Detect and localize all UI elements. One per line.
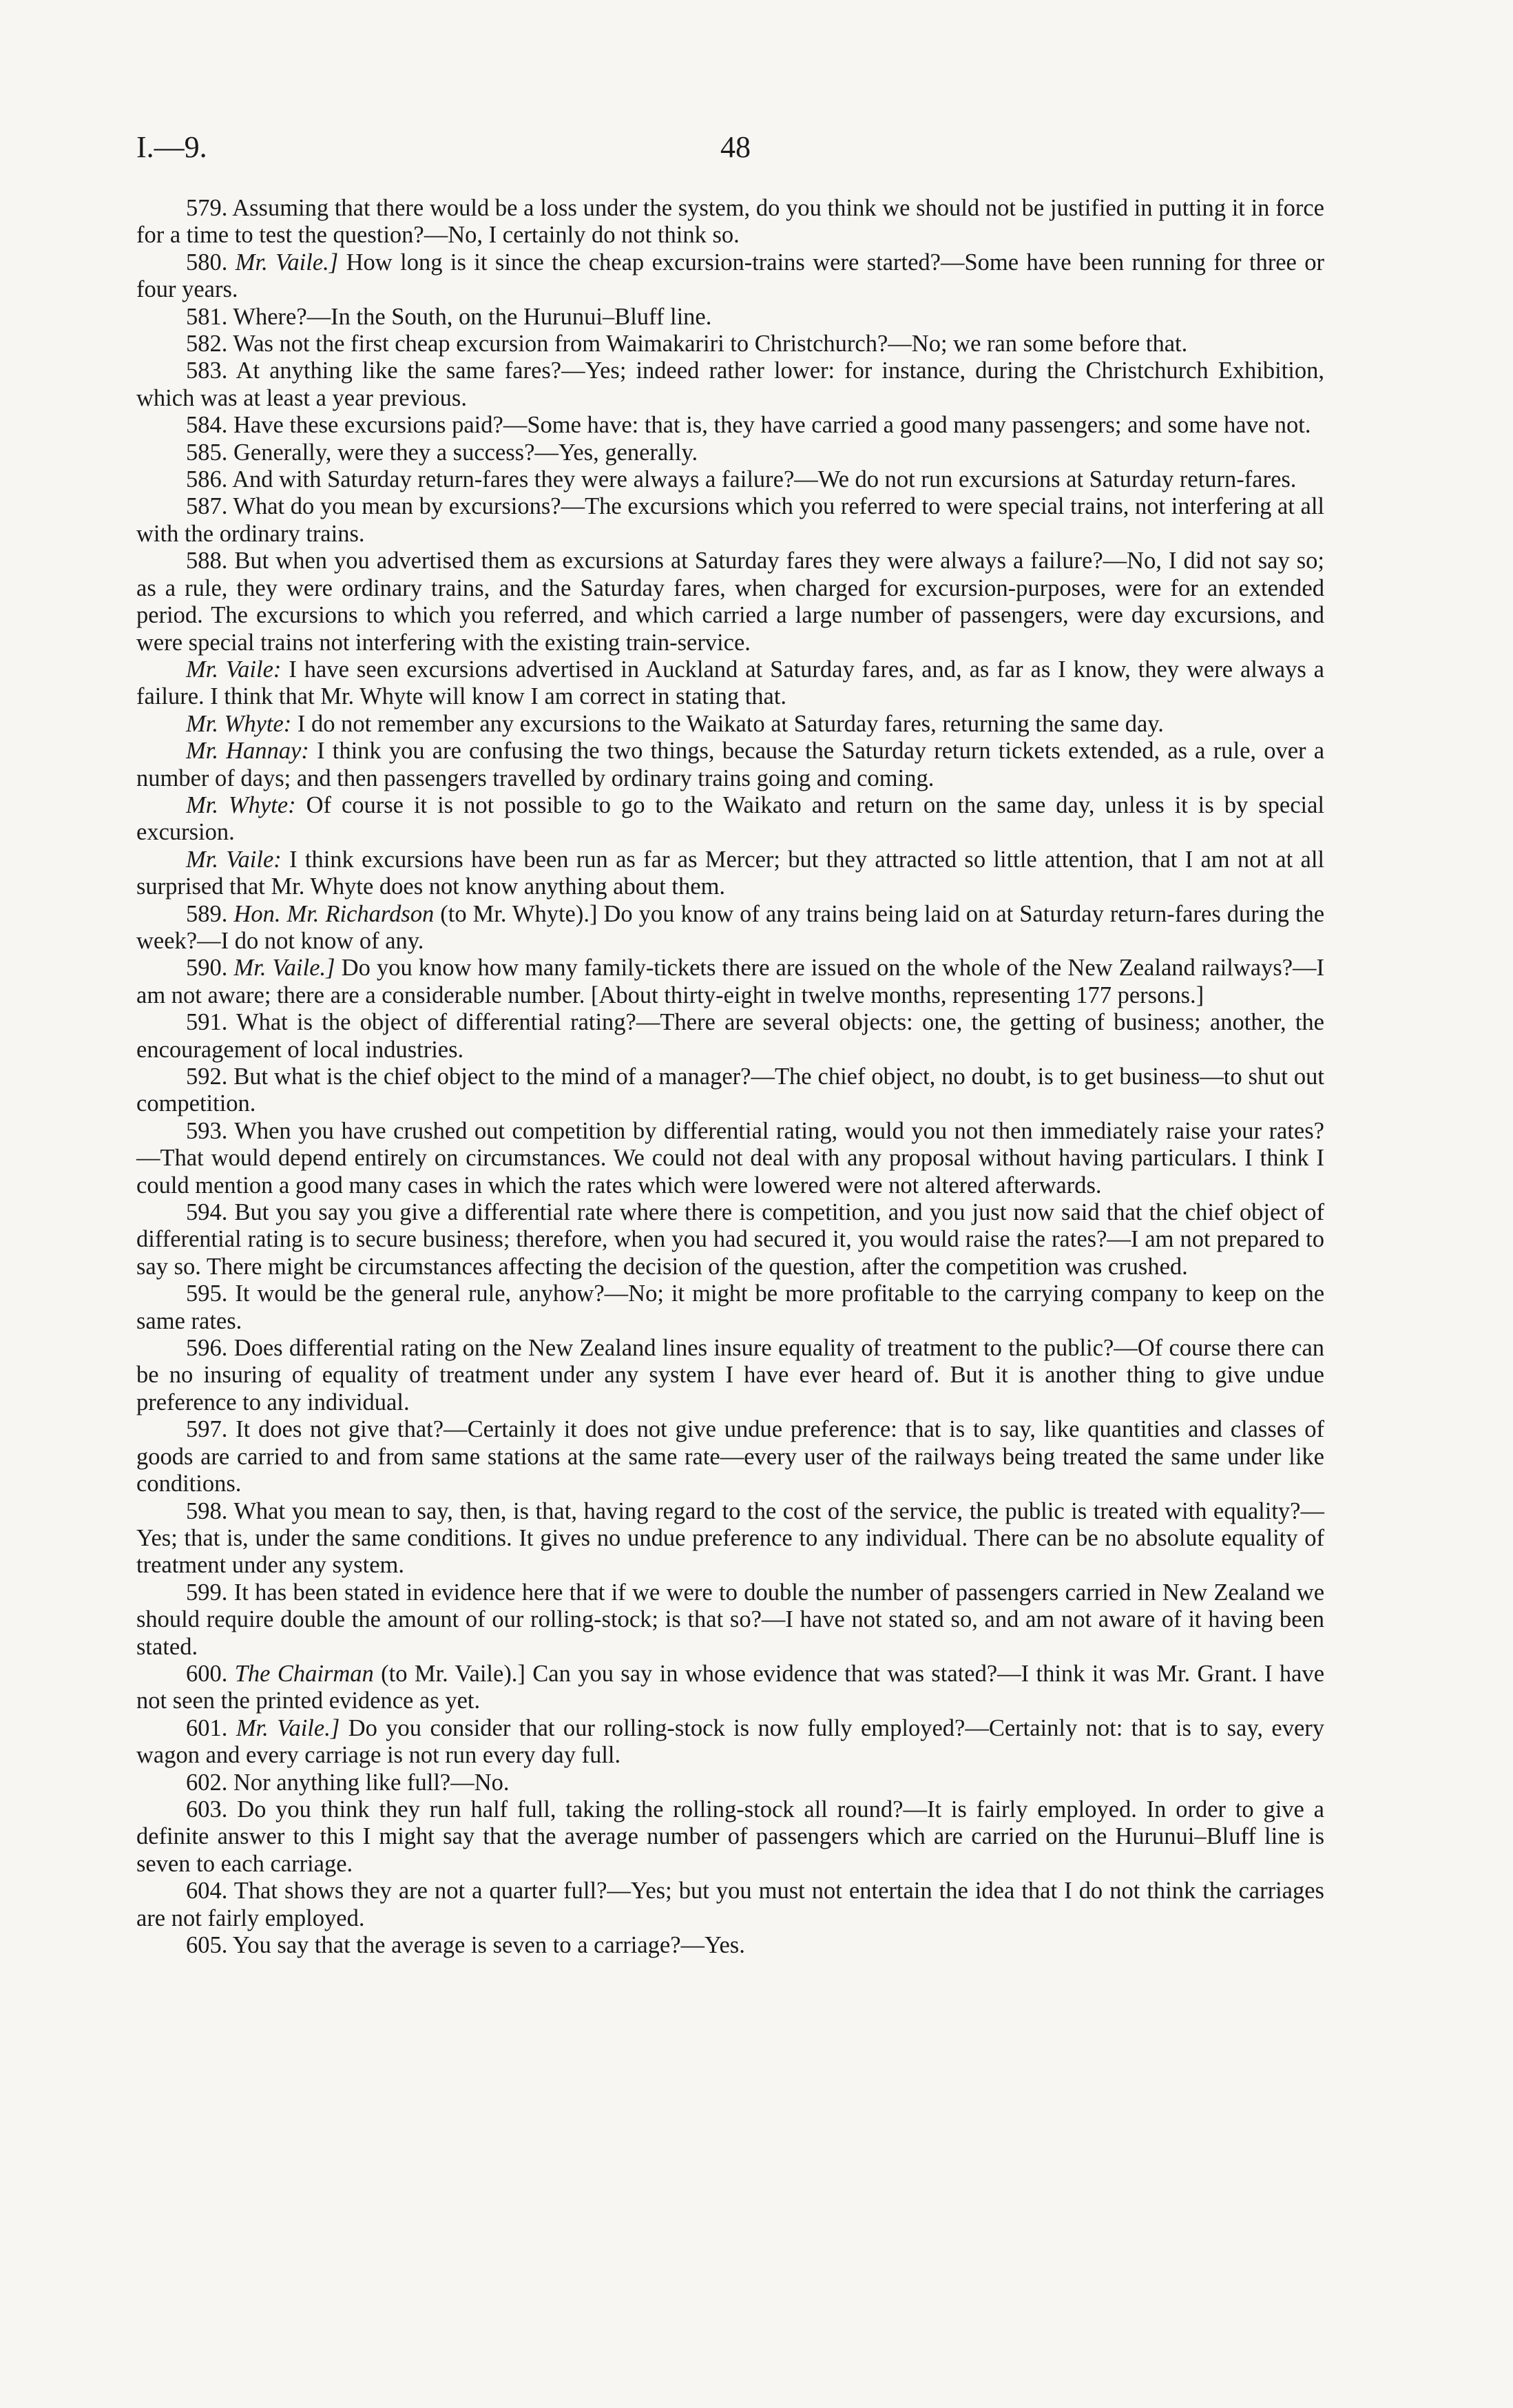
paragraph-text: At anything like the same fares?—Yes; indeed rather lower: for instance, during the Christchurch Exhibition, which was at least a year previous. <box>136 357 1324 411</box>
question-paragraph <box>136 1579 1324 1661</box>
question-paragraph <box>136 1796 1324 1878</box>
paragraph-text: What is the object of differential rating?—There are several objects: one, the getting of business; another, the encouragement of local industries. <box>136 1009 1324 1063</box>
question-paragraph <box>136 357 1324 412</box>
paragraph-text: I think excursions have been run as far as Mercer; but they attracted so little attention, that I am not at all surprised that Mr. Whyte does not know anything about them. <box>136 846 1324 900</box>
question-number: 602. <box>186 1769 228 1796</box>
paragraph-text: I think you are confusing the two things, because the Saturday return tickets extended, as a rule, over a number of days; and then passengers travelled by ordinary trains going and coming. <box>136 738 1325 791</box>
question-paragraph <box>136 249 1324 304</box>
paragraph-text: Have these excursions paid?—Some have: that is, they have carried a good many passengers; and some have not. <box>233 412 1311 439</box>
question-number: 582. <box>186 331 228 357</box>
question-number: 590. <box>186 955 228 982</box>
speaker-name: Mr. Vaile.] <box>236 1714 340 1741</box>
paragraph-text: It does not give that?—Certainly it does not give undue preference: that is to say, like quantities and classes of goods are carried to and from same stations at the same rate—every user of the railways being treated the same under like conditions. <box>136 1416 1325 1497</box>
speaker-name: Hon. Mr. Richardson <box>233 900 435 927</box>
question-number: 594. <box>186 1199 228 1226</box>
question-number: 605. <box>186 1932 228 1958</box>
paragraph-text: I do not remember any excursions to the Waikato at Saturday fares, returning the same day. <box>297 710 1164 737</box>
question-paragraph <box>136 195 1324 249</box>
question-number: 586. <box>186 466 228 493</box>
question-paragraph <box>136 466 1324 493</box>
question-number: 587. <box>186 493 228 520</box>
question-number: 591. <box>186 1009 228 1036</box>
question-paragraph <box>136 901 1324 955</box>
evidence-body <box>136 195 1324 1959</box>
paragraph-text: Do you know of any trains being laid on at Saturday return-fares during the week?—I do not know of any. <box>136 900 1325 954</box>
paragraph-text: It has been stated in evidence here that if we were to double the number of passengers carried in New Zealand we should require double the amount of our rolling-stock; is that so?—I have not stated so, and am not aware of it having been stated. <box>136 1579 1325 1660</box>
question-paragraph <box>136 1118 1324 1199</box>
question-number: 581. <box>186 303 228 330</box>
paragraph-text: How long is it since the cheap excursion-trains were started?—Some have been running for three or four years. <box>136 249 1325 303</box>
question-number: 580. <box>186 249 228 276</box>
speaker-name: Mr. Vaile.] <box>235 249 339 276</box>
speaker-name: Mr. Vaile.] <box>233 955 335 982</box>
question-paragraph <box>136 439 1324 466</box>
speaker-name: Mr. Whyte: <box>186 710 292 737</box>
page-number: 48 <box>720 130 751 164</box>
paragraph-text: Do you think they run half full, taking the rolling-stock all round?—It is fairly employed. In order to give a definite answer to this I might say that the average number of passengers which are carried on the Hurunui–Bluff line is seven to each carriage. <box>136 1796 1324 1877</box>
question-paragraph <box>136 1009 1324 1063</box>
question-paragraph <box>136 1878 1324 1932</box>
question-paragraph <box>136 1063 1324 1118</box>
question-number: 585. <box>186 439 228 466</box>
question-paragraph <box>136 1280 1324 1335</box>
question-number: 599. <box>186 1579 228 1606</box>
question-paragraph <box>136 738 1324 792</box>
question-paragraph <box>136 1769 1324 1796</box>
paragraph-text: That shows they are not a quarter full?—Yes; but you must not entertain the idea that I do not think the carriages are not fairly employed. <box>136 1878 1324 1931</box>
question-paragraph <box>136 656 1324 711</box>
paragraph-text: What you mean to say, then, is that, having regard to the cost of the service, the public is treated with equality?—Yes; that is, under the same conditions. It gives no undue preference to any individual. There can be no absolute equality of treatment under any system. <box>136 1497 1324 1579</box>
question-paragraph <box>136 331 1324 357</box>
question-paragraph <box>136 304 1324 331</box>
question-number: 579. <box>186 195 228 221</box>
paragraph-text: When you have crushed out competition by differential rating, would you not then immediately raise your rates?—That would depend entirely on circumstances. We could not deal with any proposal without having particulars. I think I could mention a good many cases in which the rates which were lowered were not altered afterwards. <box>136 1117 1324 1198</box>
document-reference: I.—9. <box>136 130 207 164</box>
speaker-aside: (to Mr. Vaile).] <box>381 1660 525 1687</box>
speaker-name: Mr. Hannay: <box>186 738 309 765</box>
paragraph-text: You say that the average is seven to a carriage?—Yes. <box>232 1932 745 1958</box>
question-paragraph <box>136 1335 1324 1416</box>
paragraph-text: Can you say in whose evidence that was stated?—I think it was Mr. Grant. I have not seen the printed evidence as yet. <box>136 1660 1325 1714</box>
speaker-name: Mr. Whyte: <box>186 791 296 818</box>
question-paragraph <box>136 792 1324 847</box>
speaker-aside: (to Mr. Whyte).] <box>440 900 598 927</box>
speaker-name: Mr. Vaile: <box>186 846 282 873</box>
question-number: 596. <box>186 1335 228 1362</box>
paragraph-text: But what is the chief object to the mind of a manager?—The chief object, no doubt, is to get business—to shut out competition. <box>136 1063 1325 1117</box>
question-paragraph <box>136 955 1324 1009</box>
paragraph-text: Nor anything like full?—No. <box>233 1769 510 1796</box>
paragraph-text: But when you advertised them as excursions at Saturday fares they were always a failure?—No, I did not say so; as a rule, they were ordinary trains, and the Saturday fares, when charged for excursion-purposes, were for an extended period. The excursions to which you referred, and which carried a large number of passengers, were day excursions, and were special trains not interfering with the existing train-service. <box>136 548 1324 656</box>
question-number: 588. <box>186 548 228 574</box>
question-paragraph <box>136 493 1324 548</box>
question-number: 603. <box>186 1796 228 1823</box>
question-number: 593. <box>186 1117 228 1144</box>
paragraph-text: What do you mean by excursions?—The excursions which you referred to were special trains, not interfering at all with the ordinary trains. <box>136 493 1324 547</box>
question-number: 592. <box>186 1063 228 1090</box>
question-number: 584. <box>186 412 228 439</box>
question-number: 589. <box>186 900 228 927</box>
paragraph-text: Where?—In the South, on the Hurunui–Bluff line. <box>233 303 712 330</box>
speaker-name: Mr. Vaile: <box>186 656 282 683</box>
paragraph-text: It would be the general rule, anyhow?—No; it might be more profitable to the carrying company to keep on the same rates. <box>136 1280 1325 1334</box>
paragraph-text: Does differential rating on the New Zealand lines insure equality of treatment to the public?—Of course there can be no insuring of equality of treatment under any system I have ever heard of. But it is another thing to give undue preference to any individual. <box>136 1335 1325 1415</box>
question-paragraph <box>136 548 1324 656</box>
question-paragraph <box>136 1932 1324 1959</box>
question-paragraph <box>136 711 1324 738</box>
speaker-name: The Chairman <box>234 1660 374 1687</box>
paragraph-text: Do you know how many family-tickets there are issued on the whole of the New Zealand railways?—I am not aware; there are a considerable number. [About thirty-eight in twelve months, representing 177 persons.] <box>136 955 1325 1008</box>
question-paragraph <box>136 1715 1324 1769</box>
question-number: 583. <box>186 357 228 384</box>
paragraph-text: Was not the first cheap excursion from Waimakariri to Christchurch?—No; we ran some before that. <box>233 331 1188 357</box>
question-paragraph <box>136 1416 1324 1497</box>
question-number: 600. <box>186 1660 228 1687</box>
question-paragraph <box>136 1661 1324 1715</box>
paragraph-text: Generally, were they a success?—Yes, generally. <box>233 439 698 466</box>
paragraph-text: And with Saturday return-fares they were always a failure?—We do not run excursions at Saturday return-fares. <box>232 466 1297 493</box>
question-paragraph <box>136 412 1324 439</box>
question-number: 595. <box>186 1280 228 1307</box>
paragraph-text: But you say you give a differential rate where there is competition, and you just now said that the chief object of differential rating is to secure business; therefore, when you had secured it, you would raise the rates?—I am not prepared to say so. There might be circumstances affecting the decision of the question, after the competition was crushed. <box>136 1199 1325 1280</box>
paragraph-text: Assuming that there would be a loss under the system, do you think we should not be justified in putting it in force for a time to test the question?—No, I certainly do not think so. <box>136 195 1324 249</box>
question-number: 597. <box>186 1416 228 1443</box>
question-paragraph <box>136 1498 1324 1579</box>
question-number: 604. <box>186 1878 228 1904</box>
question-number: 601. <box>186 1714 228 1741</box>
paragraph-text: Of course it is not possible to go to the Waikato and return on the same day, unless it is by special excursion. <box>136 791 1325 846</box>
question-number: 598. <box>186 1497 228 1524</box>
paragraph-text: I have seen excursions advertised in Auckland at Saturday fares, and, as far as I know, they were always a failure. I think that Mr. Whyte will know I am correct in stating that. <box>136 656 1324 710</box>
question-paragraph <box>136 1199 1324 1280</box>
paragraph-text: Do you consider that our rolling-stock is now fully employed?—Certainly not: that is to say, every wagon and every carriage is not run every day full. <box>136 1714 1325 1769</box>
question-paragraph <box>136 847 1324 901</box>
